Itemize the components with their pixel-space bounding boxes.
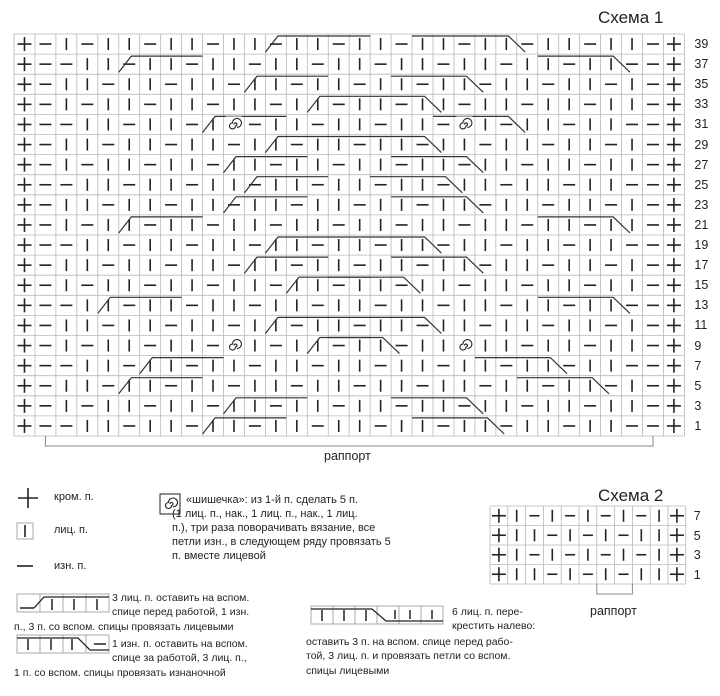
scheme1-row-number: 33 [694, 97, 709, 112]
legend-cross-front-line2: спице перед работой, 1 изн. [112, 606, 250, 618]
scheme1-row-number: 13 [694, 298, 709, 313]
legend-cross6-line1: 6 лиц. п. пере- [452, 606, 523, 618]
scheme1-row-number: 3 [694, 398, 702, 413]
scheme1-row-number: 37 [694, 57, 709, 72]
scheme1-row-number: 17 [694, 258, 709, 273]
scheme1-row-number: 5 [694, 378, 702, 393]
legend-cross6-line3: оставить 3 п. на вспом. спице перед рабо- [306, 636, 513, 648]
scheme1-row-number: 29 [694, 137, 709, 152]
cross-back-icon [17, 635, 109, 653]
scheme1-repeat-label: раппорт [324, 449, 371, 463]
legend-bobble-line: петли изн., в следующем ряду провязать 5 [172, 536, 391, 548]
scheme2-row-number: 3 [693, 548, 701, 562]
scheme1-row-number: 31 [694, 117, 709, 132]
scheme1-row-number: 21 [694, 217, 709, 232]
scheme2-repeat-label: раппорт [590, 604, 637, 618]
scheme1-row-number: 11 [694, 318, 708, 333]
scheme1-row-number: 39 [694, 37, 709, 51]
scheme1-row-number: 15 [694, 278, 709, 293]
legend-edge-label: кром. п. [54, 491, 94, 503]
scheme2-row-number: 7 [693, 509, 701, 523]
legend-bobble-line: «шишечка»: из 1-й п. сделать 5 п. [186, 494, 359, 506]
scheme1-row-number: 25 [694, 177, 709, 192]
legend-cross-back-line3: 1 п. со вспом. спицы провязать изнаночной [14, 667, 226, 679]
legend-knit-label: лиц. п. [54, 524, 88, 536]
legend-cross-back-line1: 1 изн. п. оставить на вспом. [112, 638, 248, 650]
scheme2-row-number: 5 [693, 528, 701, 543]
scheme2-row-number: 1 [693, 567, 701, 582]
legend-bobble-line: п. вместе лицевой [172, 550, 266, 562]
scheme1-row-number: 23 [694, 197, 709, 212]
scheme1-row-number: 7 [694, 358, 702, 373]
legend-purl-label: изн. п. [54, 560, 87, 572]
scheme2-title: Схема 2 [598, 486, 664, 505]
legend-bobble-line: (1 лиц. п., нак., 1 лиц. п., нак., 1 лиц. [172, 508, 358, 520]
legend-bobble-line: п.), три раза поворачивать вязание, все [172, 522, 376, 534]
legend-cross6-line4: той, 3 лиц. п. и провязать петли со вспом. [306, 650, 511, 662]
legend-cross-back-line2: спице за работой, 3 лиц. п., [112, 652, 247, 664]
scheme1-title: Схема 1 [598, 8, 664, 27]
scheme1-row-number: 27 [694, 157, 709, 172]
scheme1-row-number: 19 [694, 238, 709, 252]
legend-cross6-line2: крестить налево: [452, 620, 536, 632]
scheme1-row-number: 1 [694, 418, 702, 433]
legend-cross-front-line1: 3 лиц. п. оставить на вспом. [112, 592, 250, 604]
scheme1-row-number: 35 [694, 77, 709, 92]
scheme1-row-number: 9 [694, 338, 702, 353]
legend-cross6-line5: спицы лицевыми [306, 665, 390, 677]
legend-cross-front-line3: п., 3 п. со вспом. спицы провязать лицевыми [14, 621, 234, 633]
